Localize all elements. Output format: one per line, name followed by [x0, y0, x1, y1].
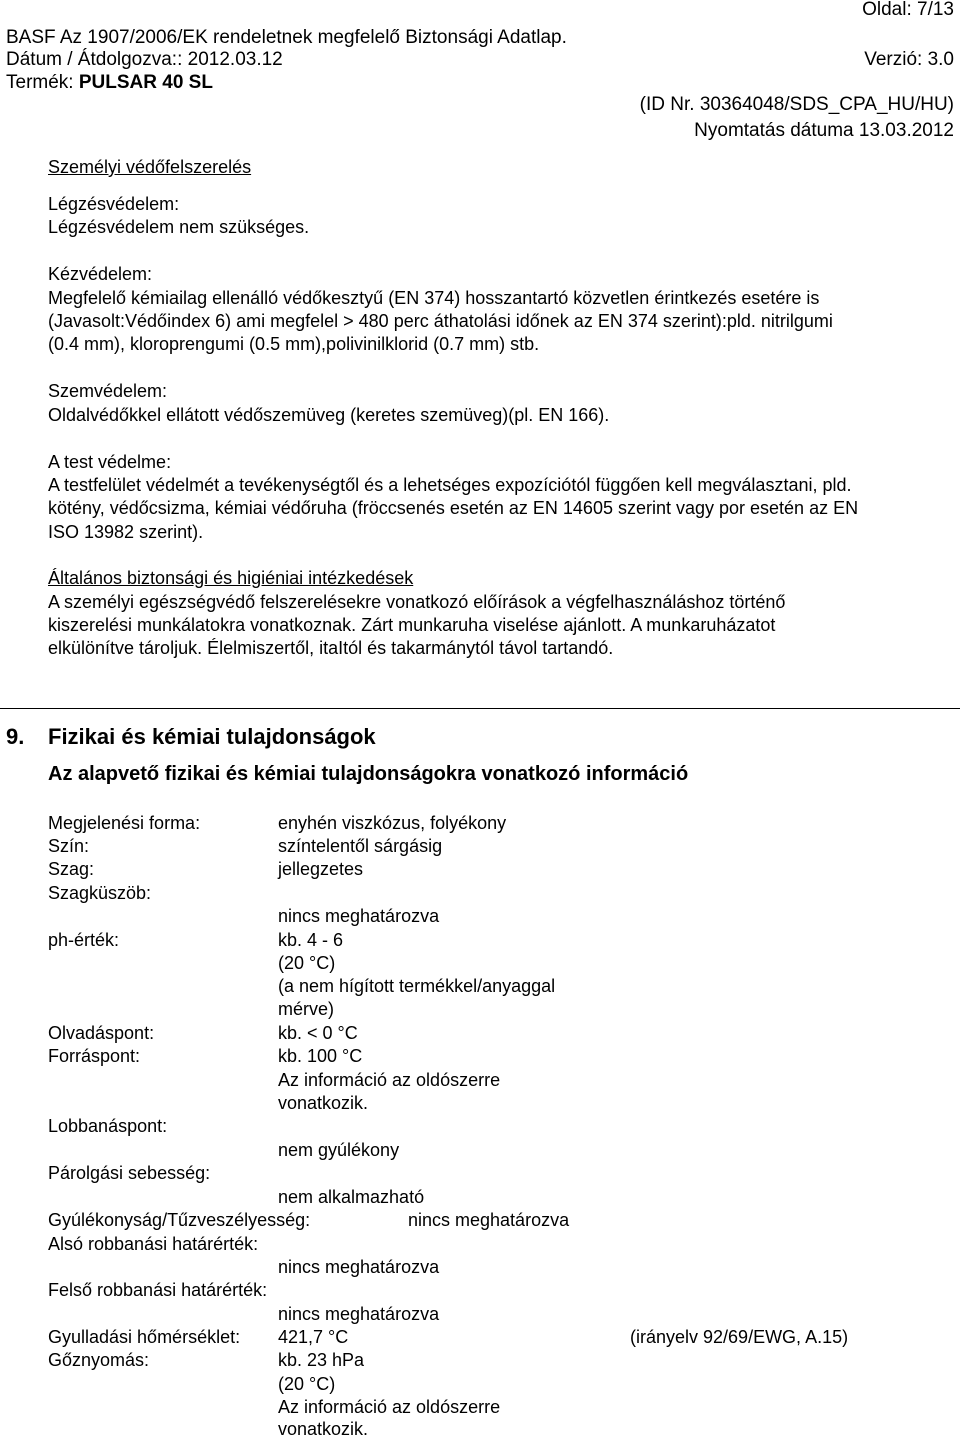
- prop-label: Szag:: [48, 859, 95, 879]
- prop-label: Szagküszöb:: [48, 883, 152, 903]
- hand-label: Kézvédelem:: [48, 264, 153, 284]
- ppe-title: Személyi védőfelszerelés: [48, 157, 252, 177]
- prop-value: nem gyúlékony: [278, 1140, 400, 1160]
- prop-value: kb. 4 - 6: [278, 930, 344, 950]
- page-number: Oldal: 7/13: [862, 0, 954, 20]
- version: Verzió: 3.0: [864, 49, 954, 70]
- eye-label: Szemvédelem:: [48, 381, 168, 401]
- body-text-line: A testfelület védelmét a tevékenységtől és a lehetséges expozíciótól függően kell megválasztani, pld.: [48, 475, 852, 495]
- hygiene-text-line: A személyi egészségvédő felszerelésekre vonatkozó előírások a végfelhasználáshoz történő: [48, 592, 786, 612]
- revision-date: Dátum / Átdolgozva:: 2012.03.12: [6, 49, 283, 70]
- prop-value: nincs meghatározva: [278, 906, 440, 926]
- prop-note: Az információ az oldószerre: [278, 1070, 501, 1090]
- hand-text-line: Megfelelő kémiailag ellenálló védőkesztyű (EN 374) hosszantartó közvetlen érintkezés esetére is: [48, 288, 820, 308]
- hand-text-line: (Javasolt:Védőindex 6) ami megfelel > 480 perc áthatolási időnek az EN 374 szerint):pld. nitrilgumi: [48, 311, 833, 331]
- prop-note: mérve): [278, 999, 335, 1019]
- prop-value: nincs meghatározva: [408, 1210, 570, 1230]
- respiratory-label: Légzésvédelem:: [48, 194, 180, 214]
- prop-label: Gyulladási hőmérséklet:: [48, 1327, 241, 1347]
- hygiene-text-line: kiszerelési munkálatokra vonatkoznak. Zárt munkaruha viselése ajánlott. A munkaruházatot: [48, 615, 776, 635]
- document-id: (ID Nr. 30364048/SDS_CPA_HU/HU): [639, 94, 954, 115]
- product-name: PULSAR 40 SL: [78, 72, 213, 93]
- prop-value: jellegzetes: [278, 859, 364, 879]
- prop-note: (20 °C): [278, 1374, 336, 1394]
- section-subtitle: Az alapvető fizikai és kémiai tulajdonságokra vonatkozó információ: [48, 763, 689, 785]
- prop-value: kb. < 0 °C: [278, 1023, 358, 1043]
- prop-label: Párolgási sebesség:: [48, 1163, 211, 1183]
- eye-text: Oldalvédőkkel ellátott védőszemüveg (keretes szemüveg)(pl. EN 166).: [48, 405, 610, 425]
- prop-note: vonatkozik.: [278, 1093, 369, 1113]
- section-number: 9.: [6, 724, 25, 749]
- document-title: BASF Az 1907/2006/EK rendeletnek megfelelő Biztonsági Adatlap.: [6, 27, 567, 48]
- section-divider: [0, 708, 960, 709]
- body-label: A test védelme:: [48, 452, 172, 472]
- prop-label: Megjelenési forma:: [48, 813, 201, 833]
- prop-label: Alsó robbanási határérték:: [48, 1234, 259, 1254]
- prop-label: Olvadáspont:: [48, 1023, 155, 1043]
- prop-value: kb. 23 hPa: [278, 1350, 365, 1370]
- hand-text-line: (0.4 mm), kloroprengumi (0.5 mm),polivinilklorid (0.7 mm) stb.: [48, 334, 540, 354]
- prop-value: nincs meghatározva: [278, 1257, 440, 1277]
- prop-note: Az információ az oldószerre: [278, 1397, 501, 1417]
- prop-value: nem alkalmazható: [278, 1187, 425, 1207]
- prop-note: (a nem hígított termékkel/anyaggal: [278, 976, 556, 996]
- prop-label: ph-érték:: [48, 930, 120, 950]
- prop-label: Szín:: [48, 836, 90, 856]
- body-text-line: ISO 13982 szerint).: [48, 522, 204, 542]
- prop-value: kb. 100 °C: [278, 1046, 363, 1066]
- prop-label: Forráspont:: [48, 1046, 141, 1066]
- product-line: [6, 72, 213, 95]
- section-title: Fizikai és kémiai tulajdonságok: [48, 724, 376, 749]
- prop-label: Gyúlékonyság/Tűzveszélyesség:: [48, 1210, 311, 1230]
- body-text-line: kötény, védőcsizma, kémiai védőruha (fröccsenés esetén az EN 14605 szerint vagy por esetén az EN: [48, 498, 859, 518]
- product-label: Termék:: [6, 72, 74, 93]
- prop-label: Felső robbanási határérték:: [48, 1280, 268, 1300]
- prop-label: Lobbanáspont:: [48, 1116, 168, 1136]
- respiratory-text: Légzésvédelem nem szükséges.: [48, 217, 310, 237]
- prop-note: vonatkozik.: [278, 1419, 369, 1439]
- prop-note: (20 °C): [278, 953, 336, 973]
- print-date: Nyomtatás dátuma 13.03.2012: [694, 120, 954, 141]
- prop-value: enyhén viszkózus, folyékony: [278, 813, 507, 833]
- prop-reference: (irányelv 92/69/EWG, A.15): [630, 1327, 849, 1347]
- prop-value: nincs meghatározva: [278, 1304, 440, 1324]
- hygiene-text-line: elkülönítve tároljuk. Élelmiszertől, itaItól és takarmánytól távol tartandó.: [48, 638, 614, 658]
- hygiene-title: Általános biztonsági és higiéniai intézkedések: [48, 568, 414, 588]
- prop-value: 421,7 °C: [278, 1327, 349, 1347]
- prop-value: színtelentől sárgásig: [278, 836, 443, 856]
- prop-label: Gőznyomás:: [48, 1350, 150, 1370]
